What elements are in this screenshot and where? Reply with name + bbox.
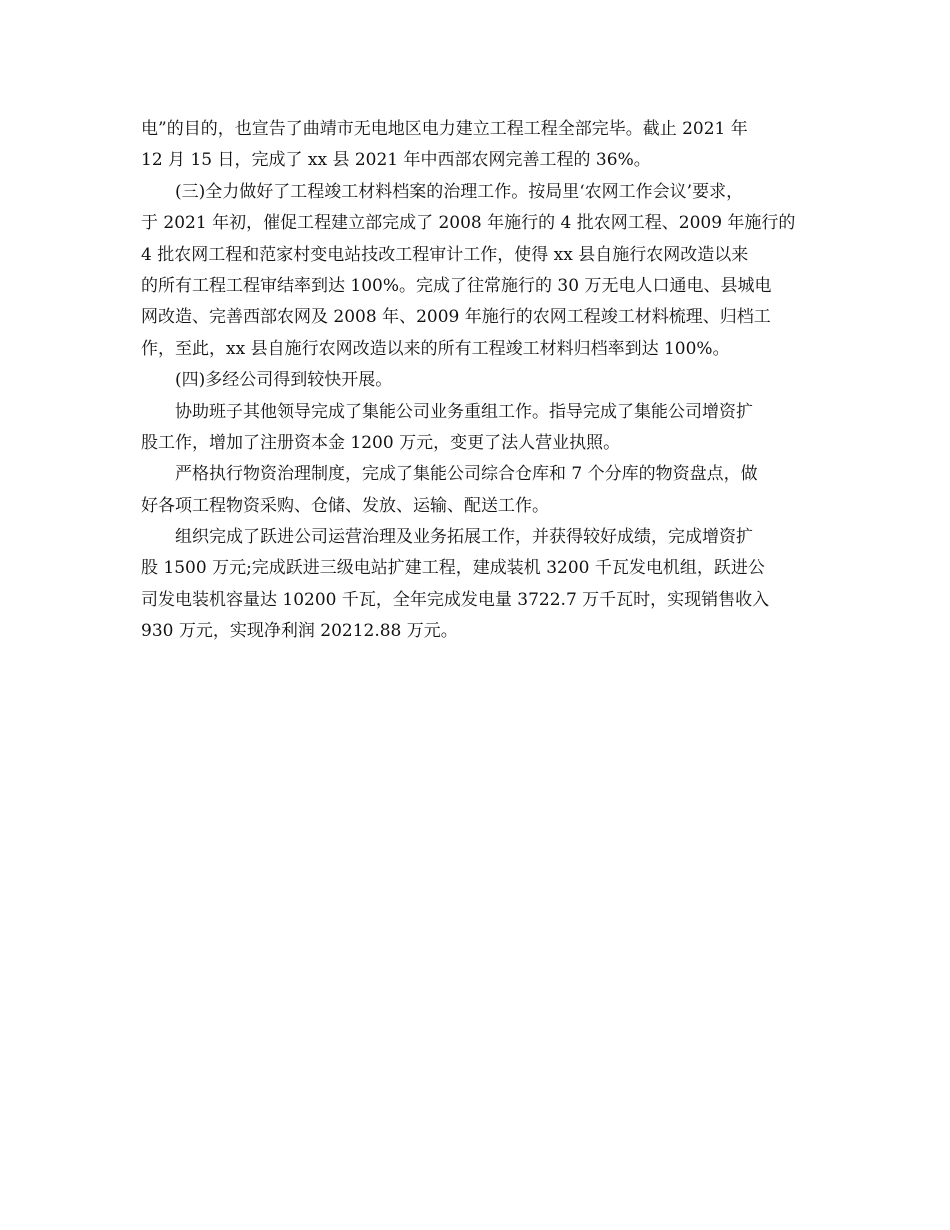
text-line: 股工作，增加了注册资本金 1200 万元，变更了法人营业执照。 <box>141 432 621 453</box>
text-line: 司发电装机容量达 10200 千瓦，全年完成发电量 3722.7 万千瓦时，实现销售收入 <box>141 589 770 610</box>
section-heading: (四)多经公司得到较快开展。 <box>141 370 393 391</box>
text-line: 协助班子其他领导完成了集能公司业务重组工作。指导完成了集能公司增资扩 <box>141 401 753 422</box>
text-line: (三)全力做好了工程竣工材料档案的治理工作。按局里‘农网工作会议’要求， <box>141 181 744 202</box>
text-line: 12 月 15 日，完成了 xx 县 2021 年中西部农网完善工程的 36%。 <box>141 150 651 171</box>
text-line: 4 批农网工程和范家村变电站技改工程审计工作，使得 xx 县自施行农网改造以来 <box>141 244 749 265</box>
text-line: 的所有工程工程审结率到达 100%。完成了往常施行的 30 万无电人口通电、县城电 <box>141 275 772 296</box>
text-line: 严格执行物资治理制度，完成了集能公司综合仓库和 7 个分库的物资盘点，做 <box>141 464 758 485</box>
text-line: 股 1500 万元;完成跃进三级电站扩建工程，建成装机 3200 千瓦发电机组，跃进公 <box>141 558 765 579</box>
text-line: 网改造、完善西部农网及 2008 年、2009 年施行的农网工程竣工材料梳理、归档工 <box>141 307 771 328</box>
text-line: 好各项工程物资采购、仓储、发放、运输、配送工作。 <box>141 495 549 516</box>
text-line: 于 2021 年初，催促工程建立部完成了 2008 年施行的 4 批农网工程、2009 年施行的 <box>141 213 796 234</box>
body-text <box>141 114 841 648</box>
text-line: 作，至此，xx 县自施行农网改造以来的所有工程竣工材料归档率到达 100%。 <box>141 338 730 359</box>
text-line: 组织完成了跃进公司运营治理及业务拓展工作，并获得较好成绩，完成增资扩 <box>141 527 753 548</box>
text-line: 电”的目的，也宣告了曲靖市无电地区电力建立工程工程全部完毕。截止 2021 年 <box>141 119 748 139</box>
text-line: 930 万元，实现净利润 20212.88 万元。 <box>141 621 458 642</box>
